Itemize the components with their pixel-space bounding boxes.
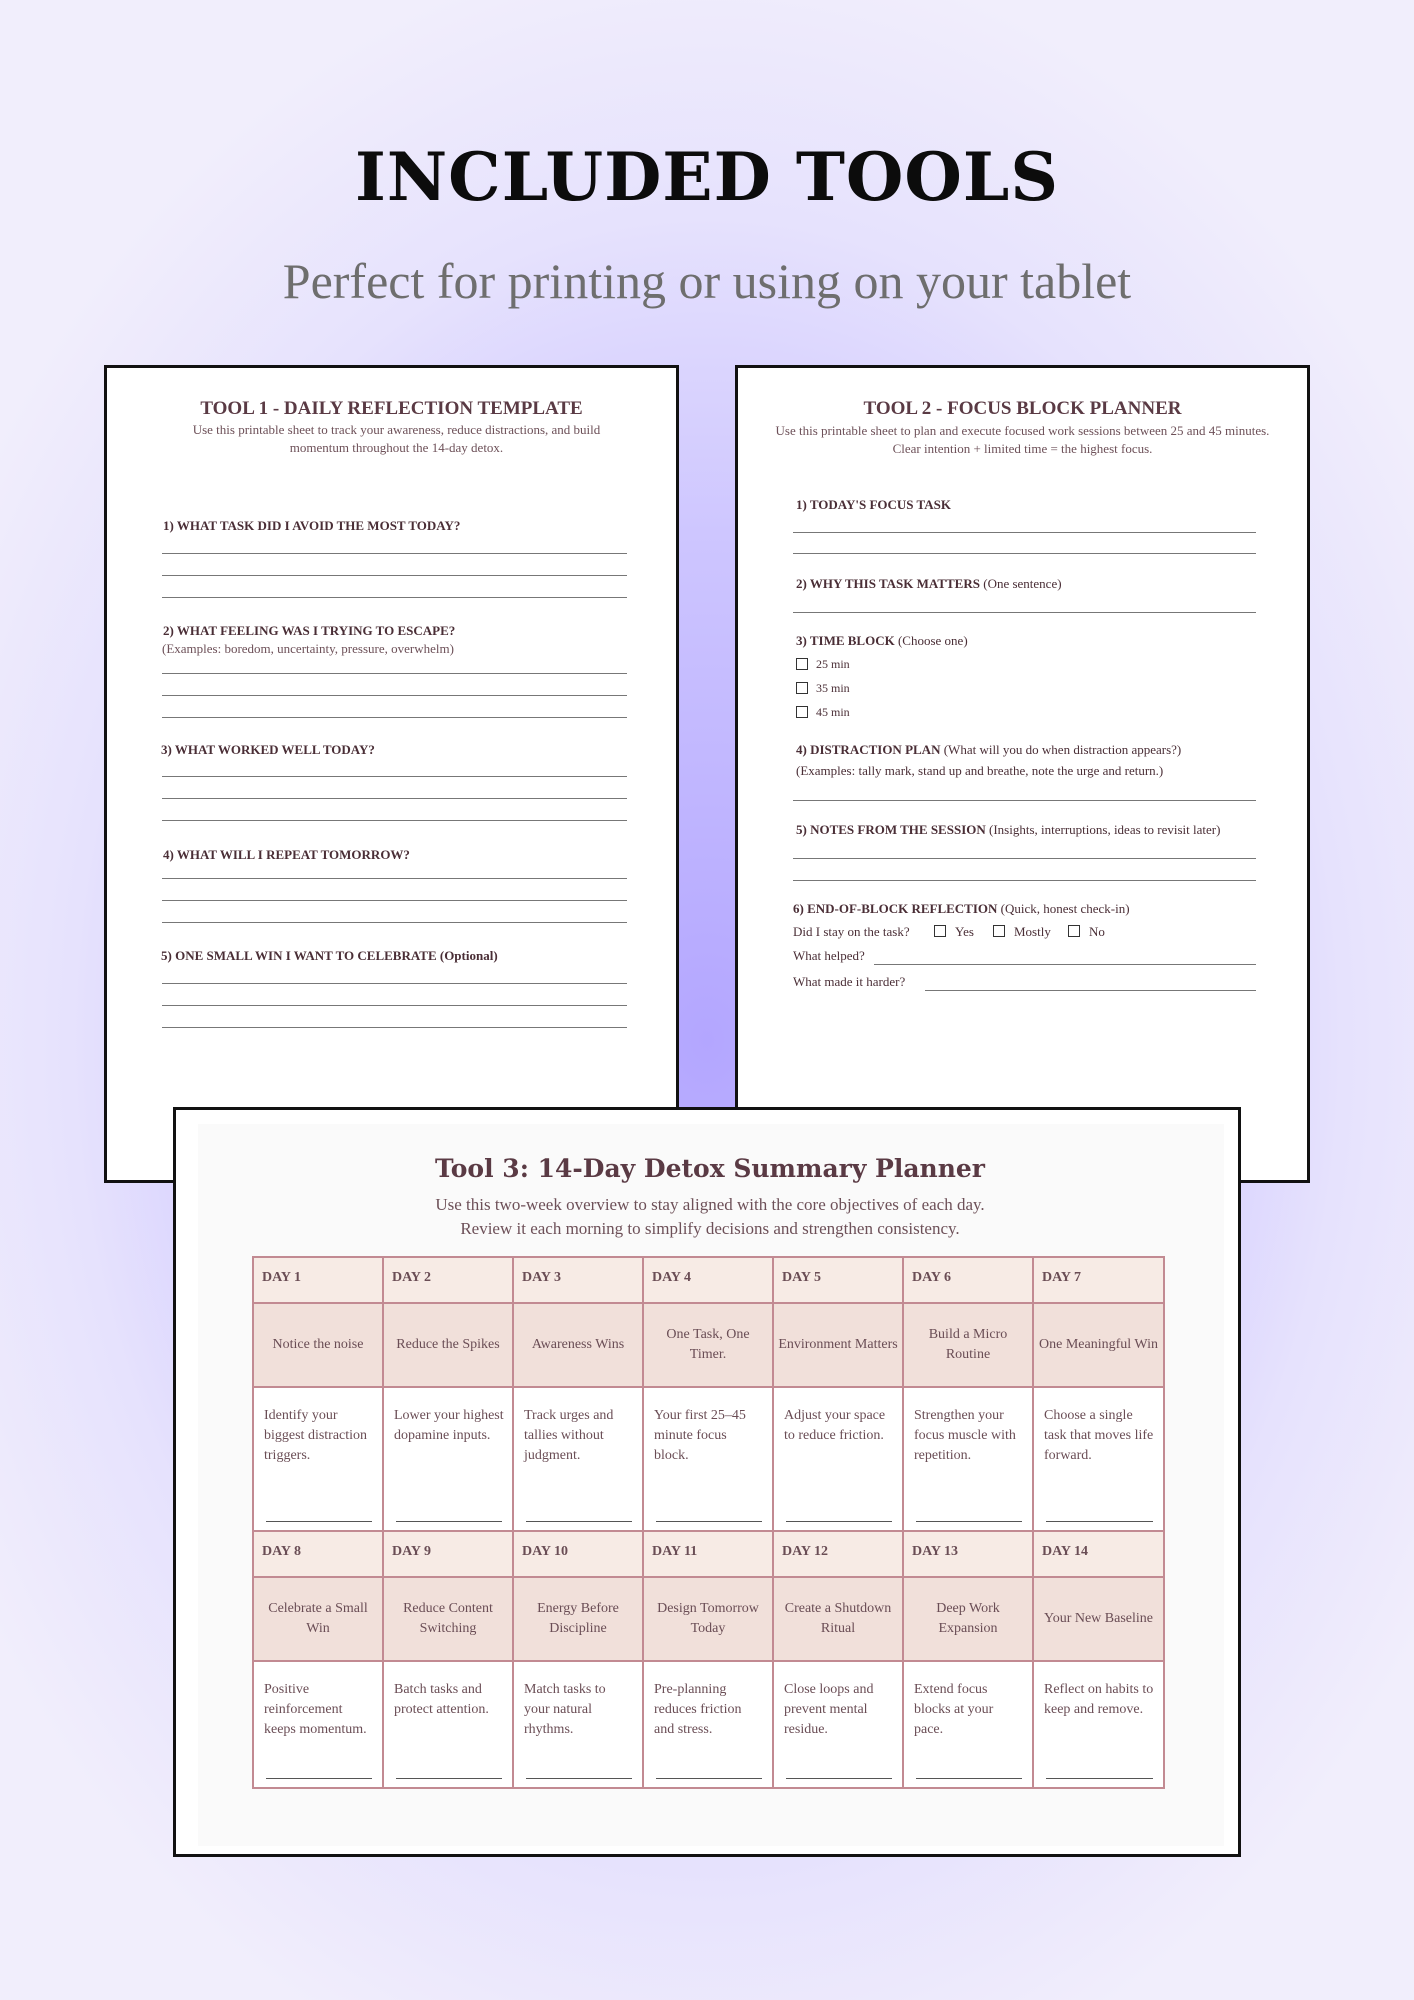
check-off-line[interactable] [1046,1778,1153,1779]
day-theme: Reduce the Spikes [383,1303,513,1387]
what-made-harder-label: What made it harder? [793,974,906,989]
day-theme: Deep Work Expansion [903,1577,1033,1661]
time-45-label: 45 min [816,705,850,719]
stay-on-task-question: Did I stay on the task? [793,924,910,939]
tool2-question-4-examples: (Examples: tally mark, stand up and breathe, note the urge and return.) [796,763,1164,778]
day-description: Batch tasks and protect attention. [383,1661,513,1788]
write-line[interactable] [793,880,1256,881]
tool1-sheet [104,365,679,1183]
tool2-question-3: 3) TIME BLOCK (Choose one) [796,633,968,648]
detox-planner-grid [252,1256,1165,1789]
day-header: DAY 13 [903,1531,1033,1577]
stay-yes-label: Yes [955,924,974,939]
day-header: DAY 5 [773,1257,903,1303]
stay-no-label: No [1089,924,1105,939]
day-header: DAY 6 [903,1257,1033,1303]
write-line[interactable] [162,820,627,821]
tool1-question-1: 1) WHAT TASK DID I AVOID THE MOST TODAY? [163,518,461,533]
check-off-line[interactable] [786,1778,892,1779]
stay-mostly-label: Mostly [1014,924,1051,939]
tool2-description: Use this printable sheet to plan and execute focused work sessions between 25 and 45 minutes. Clear intention + limited time = the highest focus. [775,423,1270,456]
day-description: Adjust your space to reduce friction. [773,1387,903,1531]
write-line[interactable] [162,922,627,923]
stay-yes-checkbox[interactable] [934,925,946,937]
write-line[interactable] [162,553,627,554]
tool2-question-5: 5) NOTES FROM THE SESSION (Insights, interruptions, ideas to revisit later) [796,822,1221,837]
check-off-line[interactable] [396,1521,502,1522]
day-header: DAY 12 [773,1531,903,1577]
day-description: Identify your biggest distraction triggers. [253,1387,383,1531]
time-35-label: 35 min [816,681,850,695]
page-title: INCLUDED TOOLS [354,138,1059,216]
check-off-line[interactable] [656,1521,762,1522]
day-theme: Environment Matters [773,1303,903,1387]
write-line[interactable] [162,673,627,674]
day-theme: Notice the noise [253,1303,383,1387]
tool1-question-4: 4) WHAT WILL I REPEAT TOMORROW? [163,847,410,862]
check-off-line[interactable] [786,1521,892,1522]
write-line[interactable] [162,1027,627,1028]
tool2-sheet [735,365,1310,1183]
day-header: DAY 9 [383,1531,513,1577]
tool3-title: Tool 3: 14-Day Detox Summary Planner [435,1154,985,1183]
tool2-title: TOOL 2 - FOCUS BLOCK PLANNER [863,398,1182,419]
day-header: DAY 4 [643,1257,773,1303]
check-off-line[interactable] [916,1521,1022,1522]
day-description: Match tasks to your natural rhythms. [513,1661,643,1788]
day-theme: One Task, One Timer. [643,1303,773,1387]
check-off-line[interactable] [526,1778,632,1779]
day-description: Your first 25–45 minute focus block. [643,1387,773,1531]
tool1-title: TOOL 1 - DAILY REFLECTION TEMPLATE [200,398,583,419]
what-made-harder-line[interactable] [925,990,1256,991]
day-header: DAY 14 [1033,1531,1164,1577]
check-off-line[interactable] [526,1521,632,1522]
write-line[interactable] [793,553,1256,554]
day-description: Lower your highest dopamine inputs. [383,1387,513,1531]
tool3-sheet [173,1107,1241,1857]
day-description: Pre-planning reduces friction and stress. [643,1661,773,1788]
check-off-line[interactable] [266,1521,372,1522]
day-header: DAY 1 [253,1257,383,1303]
day-header: DAY 11 [643,1531,773,1577]
day-description: Extend focus blocks at your pace. [903,1661,1033,1788]
time-25-checkbox[interactable] [796,658,808,670]
day-theme: Celebrate a Small Win [253,1577,383,1661]
write-line[interactable] [162,695,627,696]
write-line[interactable] [793,800,1256,801]
day-theme: Create a Shutdown Ritual [773,1577,903,1661]
day-theme: One Meaningful Win [1033,1303,1164,1387]
check-off-line[interactable] [916,1778,1022,1779]
check-off-line[interactable] [1046,1521,1153,1522]
day-description: Positive reinforcement keeps momentum. [253,1661,383,1788]
tool1-question-5: 5) ONE SMALL WIN I WANT TO CELEBRATE (Optional) [161,948,498,963]
stay-mostly-checkbox[interactable] [993,925,1005,937]
time-25-label: 25 min [816,657,850,671]
time-35-checkbox[interactable] [796,682,808,694]
tool1-description: Use this printable sheet to track your awareness, reduce distractions, and build momentum throughout the 14-day detox. [192,422,601,455]
tool1-question-2-note: (Examples: boredom, uncertainty, pressure, overwhelm) [162,641,454,656]
what-helped-line[interactable] [874,964,1256,965]
tool2-question-2: 2) WHY THIS TASK MATTERS (One sentence) [796,576,1062,591]
day-theme: Your New Baseline [1033,1577,1164,1661]
write-line[interactable] [162,878,627,879]
tool1-question-2: 2) WHAT FEELING WAS I TRYING TO ESCAPE? [163,623,456,638]
write-line[interactable] [162,575,627,576]
time-45-checkbox[interactable] [796,706,808,718]
day-description: Track urges and tallies without judgment. [513,1387,643,1531]
write-line[interactable] [162,900,627,901]
day-theme: Reduce Content Switching [383,1577,513,1661]
day-description: Choose a single task that moves life forward. [1033,1387,1164,1531]
day-header: DAY 3 [513,1257,643,1303]
day-theme: Design Tomorrow Today [643,1577,773,1661]
write-line[interactable] [162,717,627,718]
stay-no-checkbox[interactable] [1068,925,1080,937]
check-off-line[interactable] [656,1778,762,1779]
check-off-line[interactable] [396,1778,502,1779]
tool2-question-6: 6) END-OF-BLOCK REFLECTION (Quick, honest check-in) [793,901,1130,916]
tool2-question-1: 1) TODAY'S FOCUS TASK [796,497,951,512]
tool1-question-3: 3) WHAT WORKED WELL TODAY? [161,742,375,757]
write-line[interactable] [162,1005,627,1006]
tool2-question-4: 4) DISTRACTION PLAN (What will you do when distraction appears?) [796,742,1182,757]
write-line[interactable] [162,776,627,777]
day-theme: Awareness Wins [513,1303,643,1387]
day-theme: Build a Micro Routine [903,1303,1033,1387]
check-off-line[interactable] [266,1778,372,1779]
day-description: Reflect on habits to keep and remove. [1033,1661,1164,1788]
day-header: DAY 2 [383,1257,513,1303]
day-description: Strengthen your focus muscle with repetition. [903,1387,1033,1531]
tool3-description: Use this two-week overview to stay aligned with the core objectives of each day. Review it each morning to simplify decisions and strengthen consistency. [435,1195,985,1238]
write-line[interactable] [793,612,1256,613]
day-header: DAY 8 [253,1531,383,1577]
day-header: DAY 7 [1033,1257,1164,1303]
day-header: DAY 10 [513,1531,643,1577]
day-theme: Energy Before Discipline [513,1577,643,1661]
what-helped-label: What helped? [793,948,865,963]
write-line[interactable] [162,798,627,799]
write-line[interactable] [162,597,627,598]
write-line[interactable] [793,858,1256,859]
write-line[interactable] [162,983,627,984]
day-description: Close loops and prevent mental residue. [773,1661,903,1788]
page-subtitle: Perfect for printing or using on your tablet [282,253,1132,309]
write-line[interactable] [793,532,1256,533]
